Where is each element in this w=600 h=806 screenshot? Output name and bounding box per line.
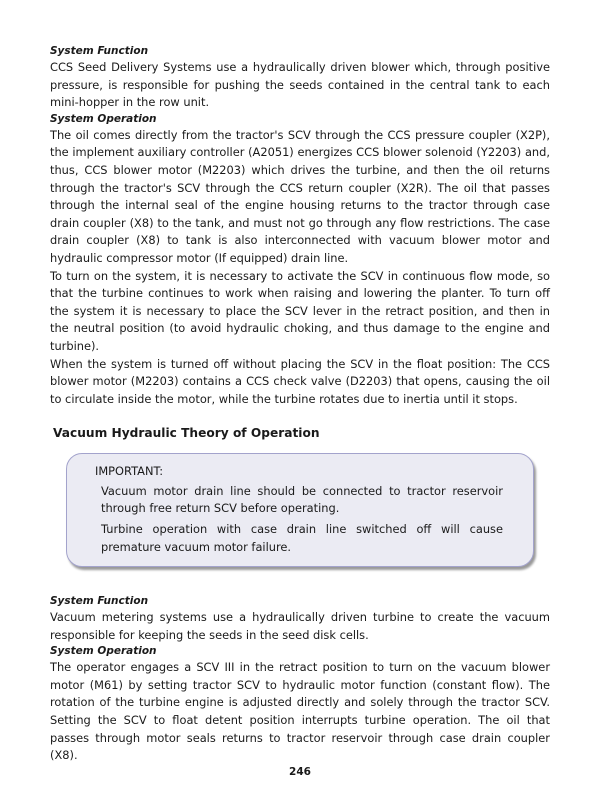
vacuum-section-heading: Vacuum Hydraulic Theory of Operation: [53, 426, 320, 440]
important-note-line: Vacuum motor drain line should be connected to tractor reservoir through free return SCV before operating.: [101, 484, 503, 516]
operation-paragraph: To turn on the system, it is necessary to activate the SCV in continuous flow mode, so that the turbine continues to work when raising and lowering the planter. To turn off the system it is necessary to place the SCV lever in the retract position, and then in the neutral position (to avoid hydraulic choking, and thus damage to the engine and turbine).: [50, 268, 550, 353]
system-operation-text: The operator engages a SCV III in the retract position to turn on the vacuum blower motor (M61) by setting tractor SCV to hydraulic motor function (constant flow). The rotation of the turbine engine is adjusted directly and solely through the tractor SCV. Setting the SCV to float detent position interrupts turbine operation. The oil that passes through motor seals returns to tractor reservoir through case drain coupler (X8).: [50, 660, 550, 763]
system-operation-heading: System Operation: [50, 112, 157, 125]
important-note-line: Turbine operation with case drain line switched off will cause premature vacuum motor failure.: [101, 522, 503, 554]
system-function-heading: System Function: [50, 45, 149, 57]
operation-paragraph: When the system is turned off without placing the SCV in the float position: The CCS blower motor (M2203) contains a CCS check valve (D2203) that opens, causing the oil to circulate inside the motor, while the turbine rotates due to inertia until it stops.: [50, 356, 550, 406]
operation-paragraph: The oil comes directly from the tractor's SCV through the CCS pressure coupler (X2P), the implement auxiliary controller (A2051) energizes CCS blower solenoid (Y2203) and, thus, CCS blower motor (M2203) which drives the turbine, and then the oil returns through the tractor's SCV through the CCS return coupler (X2R). The oil that passes through the internal seal of the engine housing returns to the tractor through case drain coupler (X8) to the tank, and must not go through any flow restrictions. The case drain coupler (X8) to tank is also interconnected with vacuum blower motor and hydraulic compressor motor (If equipped) drain line.: [50, 127, 550, 265]
page-number: 246: [289, 766, 311, 778]
system-function-heading: System Function: [50, 595, 149, 607]
system-function-text: CCS Seed Delivery Systems use a hydraulically driven blower which, through positive pressure, is responsible for pushing the seeds contained in the central tank to each mini-hopper in the row unit.: [50, 60, 550, 110]
important-label: IMPORTANT:: [95, 464, 164, 478]
section-ccs: [50, 44, 550, 408]
system-function-text: Vacuum metering systems use a hydraulically driven turbine to create the vacuum responsible for keeping the seeds in the seed disk cells.: [50, 610, 550, 642]
section-vacuum: [50, 594, 550, 765]
important-note-box: [66, 453, 534, 567]
system-operation-heading: System Operation: [50, 645, 157, 658]
